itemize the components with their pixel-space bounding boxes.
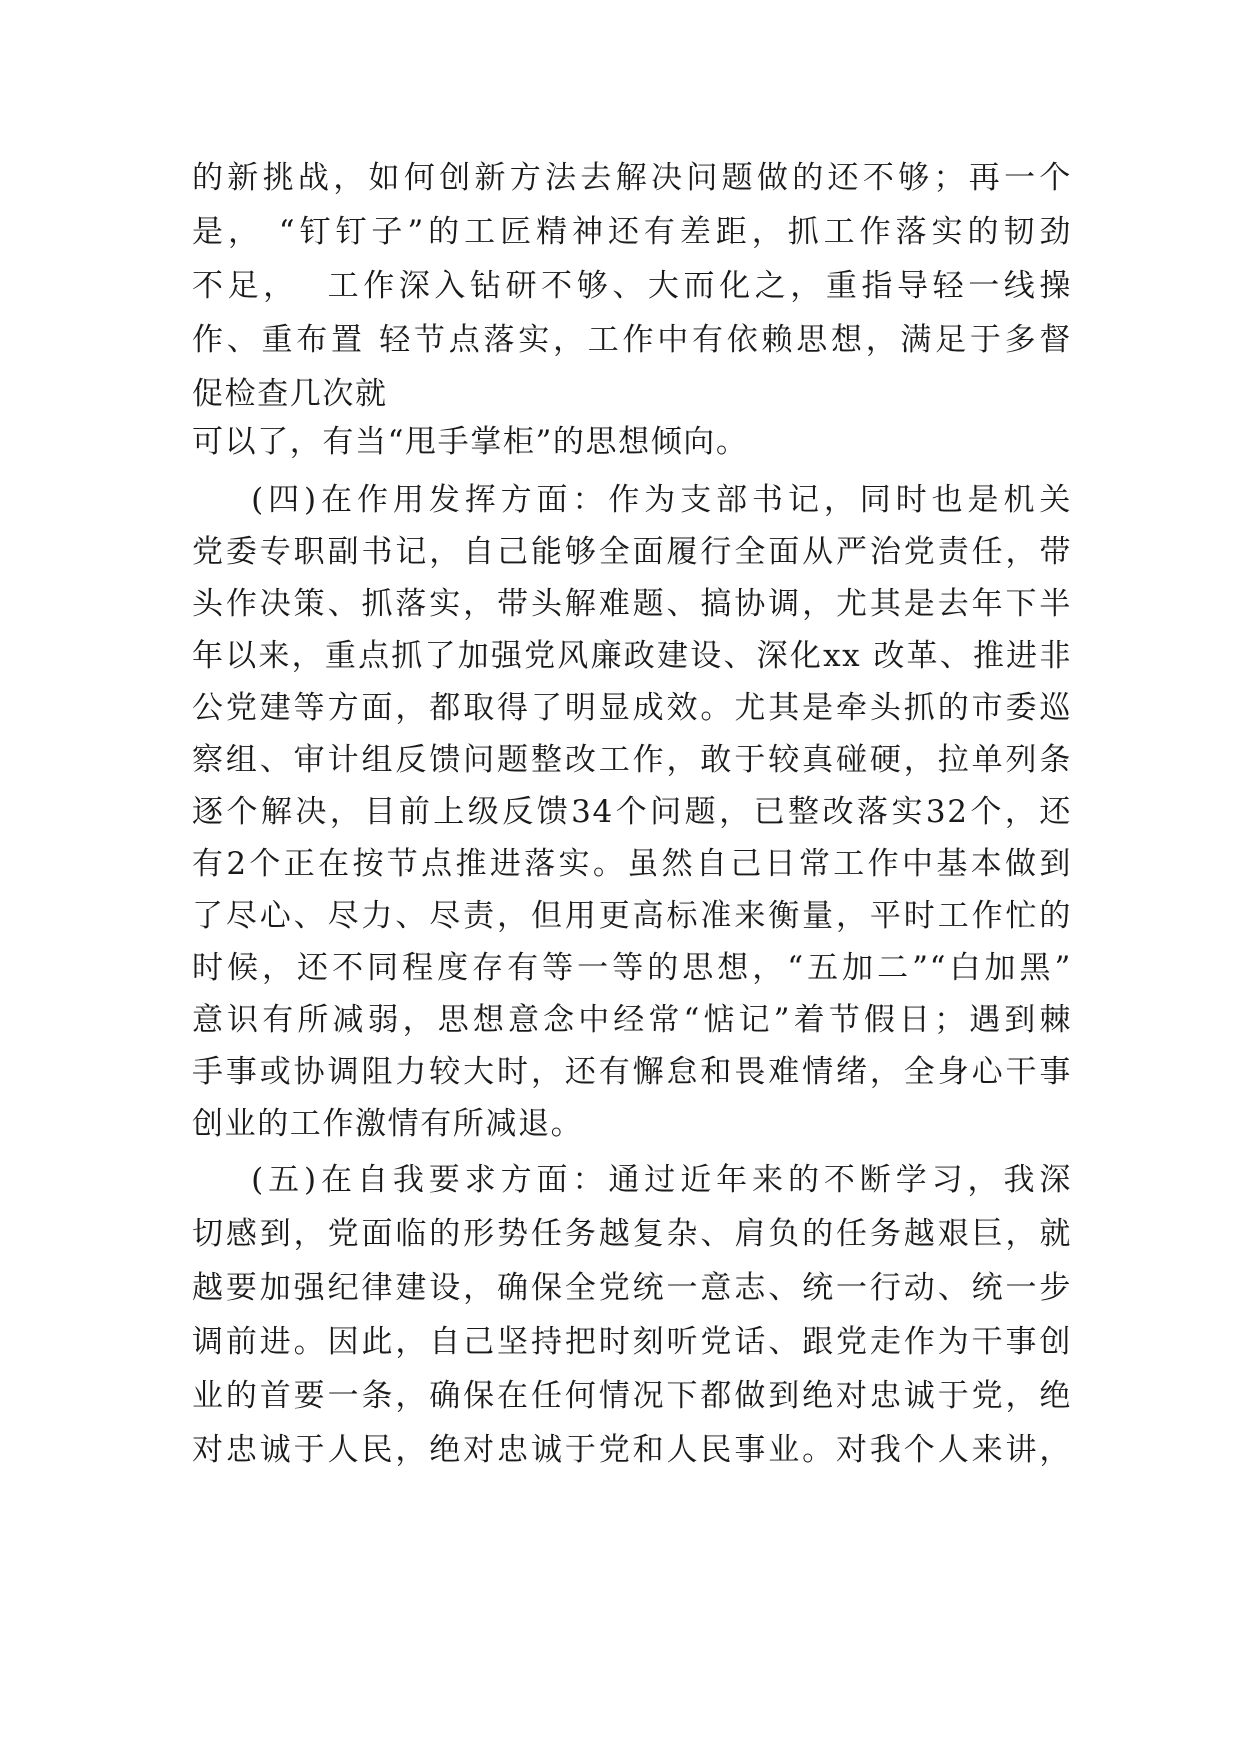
paragraph-line: 越要加强纪律建设，确保全党统一意志、统一行动、统一步: [192, 1270, 1072, 1306]
paragraph-line: 公党建等方面，都取得了明显成效。尤其是牵头抓的市委巡: [192, 690, 1072, 726]
paragraph-line: 逐个解决，目前上级反馈34个问题，已整改落实32个，还: [192, 794, 1072, 830]
paragraph-line: 对忠诚于人民，绝对忠诚于党和人民事业。对我个人来讲，: [192, 1432, 1072, 1468]
paragraph-line: 察组、审计组反馈问题整改工作，敢于较真碰硬，拉单列条: [192, 742, 1072, 778]
paragraph-line: 时候，还不同程度存有等一等的思想，“五加二”“白加黑”: [192, 950, 1072, 986]
paragraph-line: 头作决策、抓落实，带头解难题、搞协调，尤其是去年下半: [192, 586, 1072, 622]
paragraph-line: 党委专职副书记，自己能够全面履行全面从严治党责任，带: [192, 534, 1072, 570]
paragraph-line: 不足， 工作深入钻研不够、大而化之，重指导轻一线操: [192, 268, 1072, 304]
paragraph-line: (五)在自我要求方面：通过近年来的不断学习，我深: [192, 1162, 1072, 1198]
paragraph-line: 切感到，党面临的形势任务越复杂、肩负的任务越艰巨，就: [192, 1216, 1072, 1252]
paragraph-line: 意识有所减弱，思想意念中经常“惦记”着节假日；遇到棘: [192, 1002, 1072, 1038]
paragraph-line: 年以来，重点抓了加强党风廉政建设、深化xx 改革、推进非: [192, 638, 1072, 674]
paragraph-line: 手事或协调阻力较大时，还有懈怠和畏难情绪，全身心干事: [192, 1054, 1072, 1090]
paragraph-line: 的新挑战，如何创新方法去解决问题做的还不够；再一个: [192, 160, 1072, 196]
paragraph-line: 可以了，有当“甩手掌柜”的思想倾向。: [192, 424, 749, 460]
paragraph-line: 有2个正在按节点推进落实。虽然自己日常工作中基本做到: [192, 846, 1072, 882]
paragraph-line: 作、重布置 轻节点落实，工作中有依赖思想，满足于多督: [192, 322, 1072, 358]
paragraph-line: 调前进。因此，自己坚持把时刻听党话、跟党走作为干事创: [192, 1324, 1072, 1360]
paragraph-line: 业的首要一条，确保在任何情况下都做到绝对忠诚于党，绝: [192, 1378, 1072, 1414]
paragraph-line: 促检查几次就: [192, 376, 388, 412]
paragraph-line: 是， “钉钉子”的工匠精神还有差距，抓工作落实的韧劲: [192, 214, 1072, 250]
paragraph-line: 创业的工作激情有所减退。: [192, 1106, 584, 1142]
paragraph-line: (四)在作用发挥方面：作为支部书记，同时也是机关: [192, 482, 1072, 518]
paragraph-line: 了尽心、尽力、尽责，但用更高标准来衡量，平时工作忙的: [192, 898, 1072, 934]
